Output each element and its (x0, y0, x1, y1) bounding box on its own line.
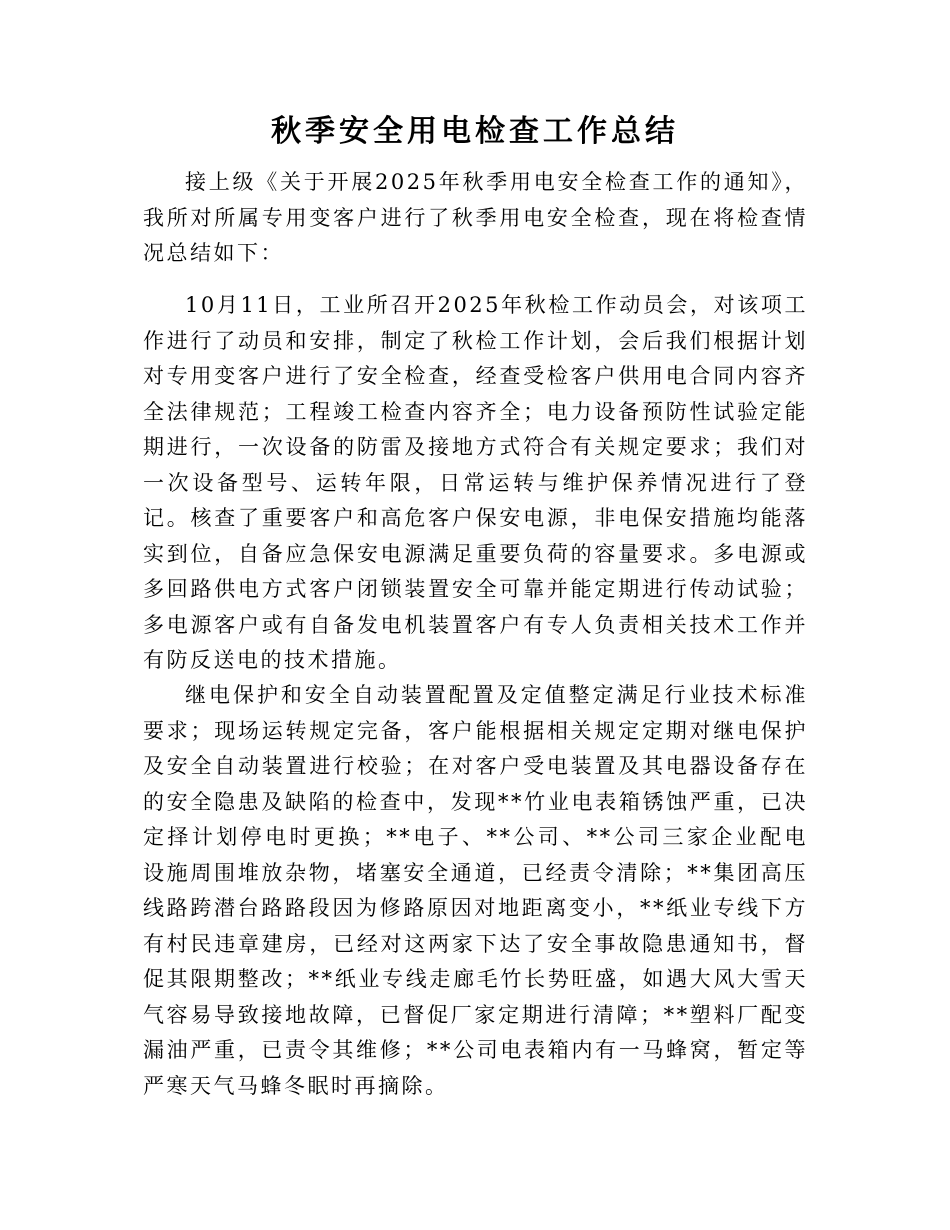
paragraph-protection-and-hazards: 继电保护和安全自动装置配置及定值整定满足行业技术标准要求；现场运转规定完备，客户能根据相关规定定期对继电保护及安全自动装置进行校验；在对客户受电装置及其电器设备存在的安全隐患及缺陷的检查中，发现**竹业电表箱锈蚀严重，已决定择计划停电时更换；**电子、**公司、**公司三家企业配电设施周围堆放杂物，堵塞安全通道，已经责令清除；**集团高压线路跨潜台路路段因为修路原因对地距离变小，**纸业专线下方有村民违章建房，已经对这两家下达了安全事故隐患通知书，督促其限期整改；**纸业专线走廊毛竹长势旺盛，如遇大风大雪天气容易导致接地故障，已督促厂家定期进行清障；**塑料厂配变漏油严重，已责令其维修；**公司电表箱内有一马蜂窝，暂定等严寒天气马蜂冬眠时再摘除。 (143, 683, 808, 1098)
paragraph-intro: 接上级《关于开展2025年秋季用电安全检查工作的通知》，我所对所属专用变客户进行了秋季用电安全检查，现在将检查情况总结如下： (143, 170, 808, 265)
paragraph-inspection-details: 10月11日，工业所召开2025年秋检工作动员会，对该项工作进行了动员和安排，制定了秋检工作计划，会后我们根据计划对专用变客户进行了安全检查，经查受检客户供用电合同内容齐全法律规范；工程竣工检查内容齐全；电力设备预防性试验定能期进行，一次设备的防雷及接地方式符合有关规定要求；我们对一次设备型号、运转年限，日常运转与维护保养情况进行了登记。核查了重要客户和高危客户保安电源，非电保安措施均能落实到位，自备应急保安电源满足重要负荷的容量要求。多电源或多回路供电方式客户闭锁装置安全可靠并能定期进行传动试验；多电源客户或有自备发电机装置客户有专人负责相关技术工作并有防反送电的技术措施。 (143, 293, 808, 672)
document-title: 秋季安全用电检查工作总结 (271, 114, 679, 149)
